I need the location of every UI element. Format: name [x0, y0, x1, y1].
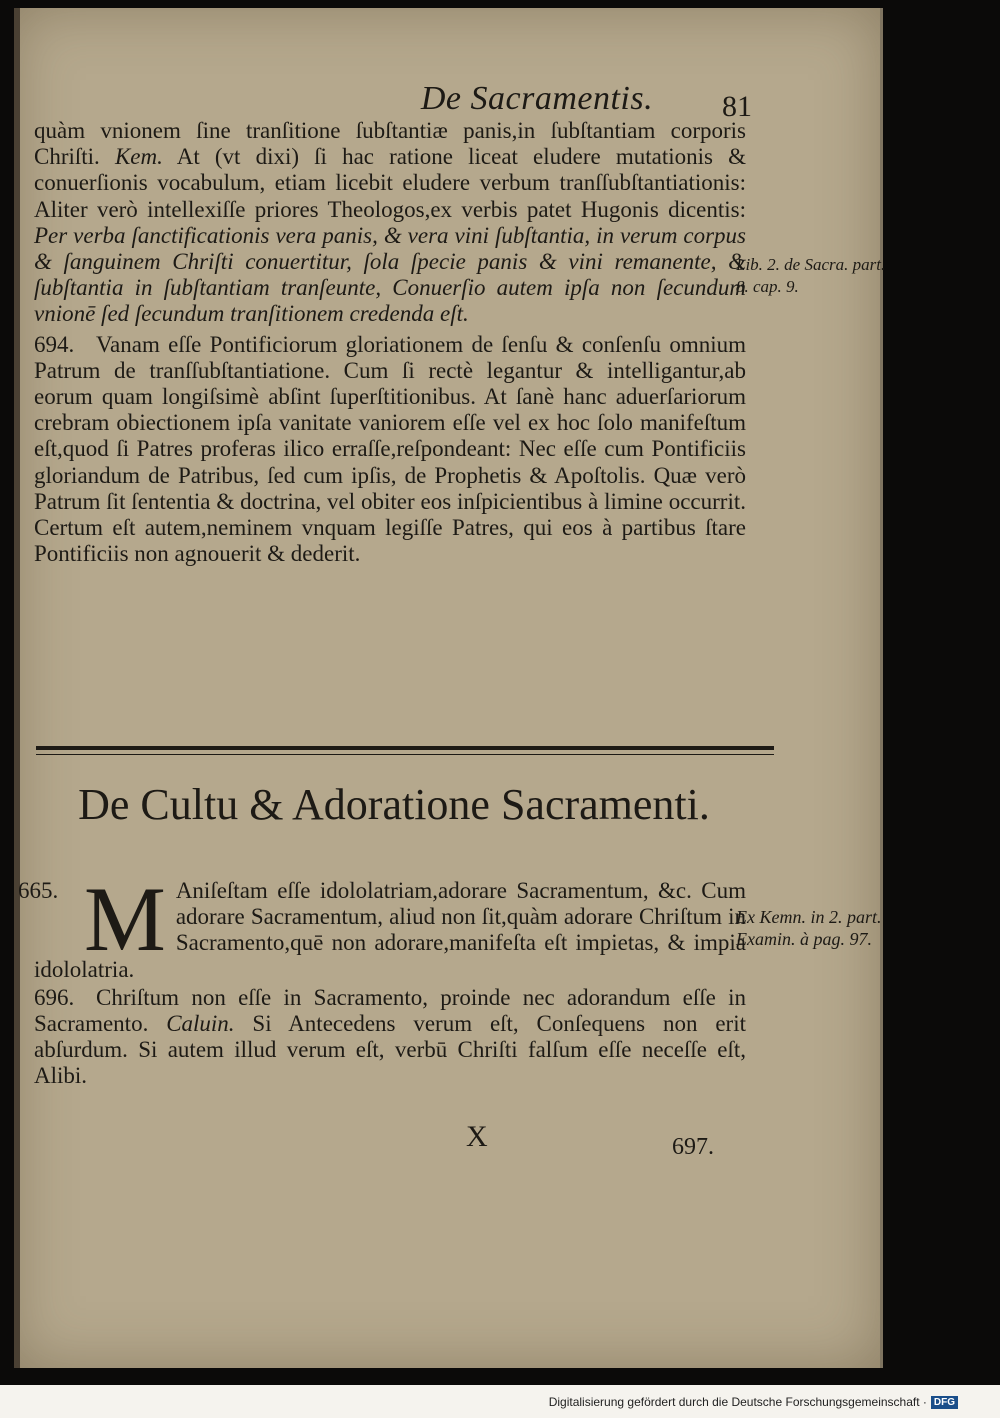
margin-note-hugo: Lib. 2. de Sacra. part. 8. cap. 9.: [736, 255, 886, 296]
section-rule-thin: [36, 754, 774, 755]
signature-mark: X: [466, 1120, 488, 1153]
paragraph-665: [34, 868, 746, 983]
bottom-text-block: [34, 868, 746, 1090]
paragraph-694: [34, 332, 746, 568]
footer-credit: [549, 1395, 958, 1409]
drop-cap: M: [84, 868, 166, 970]
page-left-edge: [14, 8, 20, 1368]
paragraph-text: Aniſeſtam eſſe idololatriam,adorare Sacramentum, &c. Cum adorare Sacramentum, aliud non ſit,quàm adorare Chriſtum in Sacramento,quē non adorare,manifeſta eſt impietas, & impia idololatria.: [34, 878, 746, 982]
paragraph-696: 696. Chriſtum non eſſe in Sacramento, proinde nec adorandum eſſe in Sacramento. Caluin. Si Antecedens verum eſt, Conſequens non erit abſurdum. Si autem illud verum eſt, verbū Chriſti falſum eſſe neceſſe eſt, Alibi.: [34, 984, 746, 1089]
section-title: De Cultu & Adoratione Sacramenti.: [78, 780, 710, 829]
paragraph-continuation: quàm vnionem ſine tranſitione ſubſtantiæ panis,in ſubſtantiam corporis Chriſti. Kem. At (vt dixi) ſi hac ratione liceat eludere mutationis & conuerſionis vocabulum, etiam licebit eludere verbum tranſſubſtantiationis: Aliter verò intellexiſſe priores Theologos,ex verbis patet Hugonis dicentis: Per verba ſanctificationis vera panis, & vera vini ſubſtantia, in verum corpus & ſanguinem Chriſti conuertitur, ſola ſpecie panis & vini remanente, & ſubſtantia in ſubſtantiam tranſeunte, Conuerſio autem ipſa non ſecundum vnionē ſed ſecundum tranſitionem credenda eſt.: [34, 118, 747, 327]
book-page: [14, 8, 886, 1368]
margin-note-kemnitz: Ex Kemn. in 2. part. Examin. à pag. 97.: [736, 907, 882, 949]
dfg-logo: DFG: [931, 1396, 958, 1409]
calvin-label: Caluin.: [166, 1011, 235, 1037]
page-number: 81: [722, 90, 752, 123]
footer-text: Digitalisierung gefördert durch die Deutsche Forschungsgemeinschaft ·: [548, 1395, 927, 1409]
paragraph-text: Vanam eſſe Pontificiorum gloriationem de ſenſu & conſenſu omnium Patrum de tranſſubſtantiatione. Cum ſi rectè legantur & intelligantur,ab eorum quam longiſsimè abſint ſuperſtitionibus. At ſanè hanc aduerſariorum crebram obiectionem ipſa vanitate vaniorem eſſe vel ex hoc ſolo manifeſtum eſt,quod ſi Patres proferas ilico erraſſe,reſpondeant: Nec eſſe cum Pontificiis gloriandum de Patribus, ſed cum ipſis, de Prophetis & Apoſtolis. Quæ verò Patrum ſit ſententia & doctrina, vel obiter eos inſpicientibus à limine occurrit. Certum eſt autem,neminem vnquam legiſſe Patres, qui eos à partibus ſtare Pontificiis non agnouerit & dederit.: [34, 331, 746, 567]
top-text-block: [34, 118, 746, 567]
kem-label: Kem.: [114, 144, 163, 170]
paragraph-number-665: 665.: [18, 878, 59, 903]
running-head-text: De Sacramentis.: [420, 80, 654, 117]
section-rule-thick: [36, 746, 774, 750]
hugo-quote: Per verba ſanctificationis vera panis, & vera vini ſubſtantia, in verum corpus & ſanguinem Chriſti conuertitur, ſola ſpecie panis & vini remanente, & ſubſtantia in ſubſtantiam tranſeunte, Conuerſio autem ipſa non ſecundum vnionē ſed ſecundum tranſitionem credenda eſt.: [34, 222, 746, 327]
paragraph-number: 694.: [34, 331, 75, 357]
paragraph-number: 696.: [34, 984, 75, 1010]
catchword: 697.: [672, 1134, 714, 1160]
